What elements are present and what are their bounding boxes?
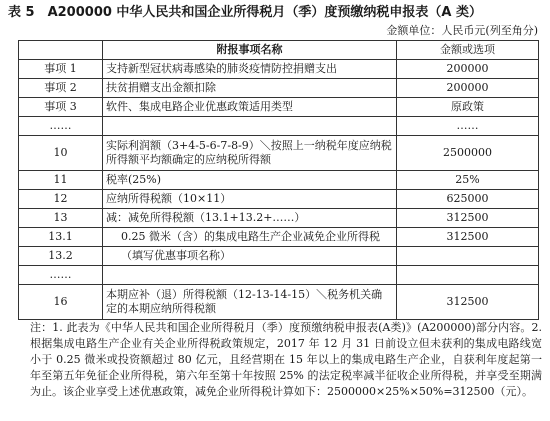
table-row: [19, 60, 539, 79]
row-item-name: 0.25 微米（含）的集成电路生产企业减免企业所得税: [103, 228, 397, 247]
row-number: 16: [19, 285, 103, 320]
header-amount-or-option: 金额或选项: [397, 41, 539, 60]
row-number: 13: [19, 209, 103, 228]
table-row: [19, 266, 539, 285]
row-item-name: 支持新型冠状病毒感染的肺炎疫情防控捐赠支出: [103, 60, 397, 79]
row-amount: 原政策: [397, 98, 539, 117]
row-number: 12: [19, 190, 103, 209]
table-row: [19, 285, 539, 320]
table-row: [19, 247, 539, 266]
table-header-row: [19, 41, 539, 60]
table-row: [19, 228, 539, 247]
row-number: 事项 2: [19, 79, 103, 98]
row-amount: [397, 247, 539, 266]
table-row: [19, 79, 539, 98]
table-row: [19, 136, 539, 171]
row-number: ……: [19, 117, 103, 136]
tax-return-table: [18, 40, 539, 320]
row-item-name: 扶贫捐赠支出金额扣除: [103, 79, 397, 98]
row-number: 事项 1: [19, 60, 103, 79]
row-amount: 25%: [397, 171, 539, 190]
row-amount: ……: [397, 117, 539, 136]
header-item-name: 附报事项名称: [103, 41, 397, 60]
row-amount: 200000: [397, 60, 539, 79]
row-amount: 312500: [397, 209, 539, 228]
table-row: [19, 190, 539, 209]
row-amount: 200000: [397, 79, 539, 98]
table-row: [19, 117, 539, 136]
header-number-cell: [19, 41, 103, 60]
row-item-name: [103, 266, 397, 285]
row-item-name: （填写优惠事项名称）: [103, 247, 397, 266]
row-amount: 312500: [397, 285, 539, 320]
row-number: ……: [19, 266, 103, 285]
currency-unit-note: 金额单位：人民币元(列至角分): [386, 24, 538, 37]
row-amount: 2500000: [397, 136, 539, 171]
row-item-name: 软件、集成电路企业优惠政策适用类型: [103, 98, 397, 117]
row-amount: 625000: [397, 190, 539, 209]
row-item-name: 应纳所得税额（10×11）: [103, 190, 397, 209]
row-number: 13.1: [19, 228, 103, 247]
row-number: 13.2: [19, 247, 103, 266]
row-number: 10: [19, 136, 103, 171]
row-amount: [397, 266, 539, 285]
row-amount: 312500: [397, 228, 539, 247]
row-item-name: [103, 117, 397, 136]
row-number: 事项 3: [19, 98, 103, 117]
footnote: 注：1. 此表为《中华人民共和国企业所得税月（季）度预缴纳税申报表(A类)》(A200000)部分内容。2. 根据集成电路生产企业有关企业所得税政策规定，2017 年 12 月 31 日前设立但未获利的集成电路线宽小于 0.25 微米或投资额超过 80 亿元，且经营期在 15 年以上的集成电路生产企业，自获利年度起第一年至第五年免征企业所得税，第六年至第十年按照 25% 的法定税率减半征收企业所得税，并享受至期满为止。该企业享受上述优惠政策，减免企业所得税计算如下：2500000×25%×50%=312500（元）。: [30, 321, 542, 398]
row-number: 11: [19, 171, 103, 190]
table-row: [19, 98, 539, 117]
table-row: [19, 171, 539, 190]
table-title: 表 5 A200000 中华人民共和国企业所得税月（季）度预缴纳税申报表（A 类）: [8, 5, 483, 20]
row-item-name: 实际利润额（3+4-5-6-7-8-9）＼按照上一纳税年度应纳税所得额平均额确定的应纳税所得额: [103, 136, 397, 171]
table-row: [19, 209, 539, 228]
row-item-name: 本期应补（退）所得税额（12-13-14-15）＼税务机关确定的本期应纳所得税额: [103, 285, 397, 320]
row-item-name: 税率(25%): [103, 171, 397, 190]
row-item-name: 减：减免所得税额（13.1+13.2+……）: [103, 209, 397, 228]
